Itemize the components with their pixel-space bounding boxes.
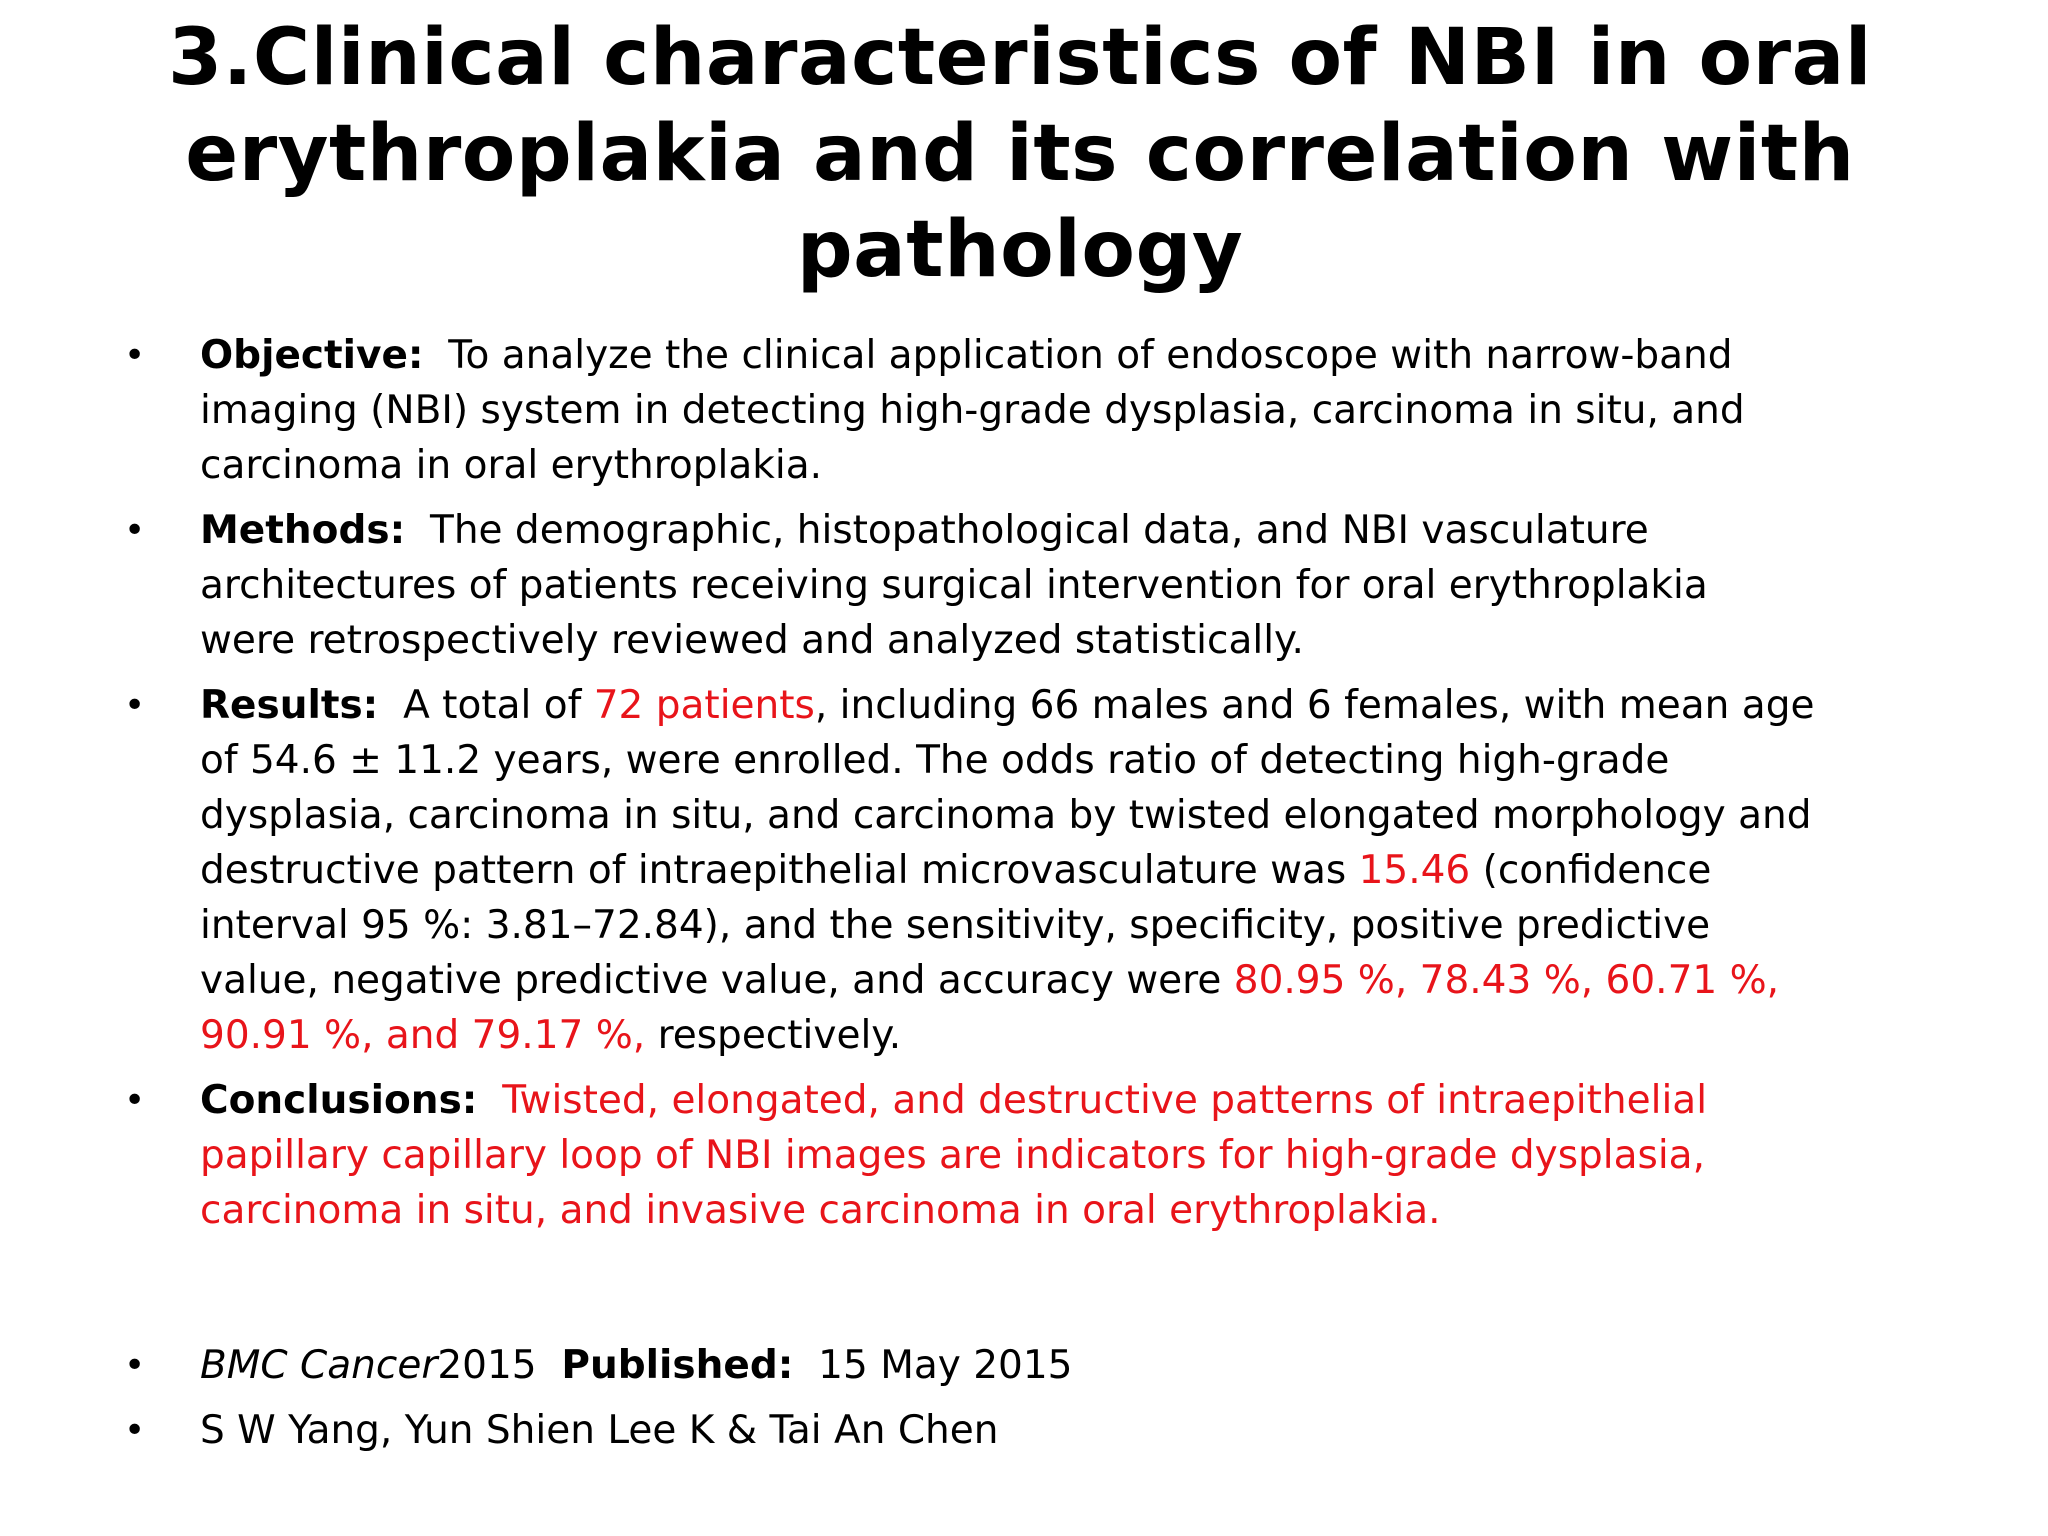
conclusions-line-2: papillary capillary loop of NBI images are indicators for high-grade dysplasia,	[200, 1133, 1705, 1178]
title-line-2: erythroplakia and its correlation with	[185, 109, 1855, 199]
spacer	[0, 1248, 2048, 1338]
conclusions-line-3: carcinoma in situ, and invasive carcinoma in oral erythroplakia.	[200, 1188, 1441, 1233]
bullet-list	[0, 328, 2048, 1468]
bullet-dot-icon: •	[124, 685, 146, 726]
conclusions-label: Conclusions:	[200, 1078, 478, 1123]
citation-published-date: 15 May 2015	[818, 1343, 1073, 1388]
title-line-1: 3.Clinical characteristics of NBI in oral	[168, 13, 1872, 103]
objective-line-3: carcinoma in oral erythroplakia.	[200, 443, 823, 488]
citation-year: 2015	[437, 1343, 537, 1388]
citation-published-label: Published:	[561, 1343, 794, 1388]
bullet-objective	[0, 328, 2048, 493]
results-text-6a: value, negative predictive value, and accuracy were	[200, 958, 1234, 1003]
results-line-7	[200, 1008, 1988, 1063]
bullet-results	[0, 678, 2048, 1063]
bullet-dot-icon: •	[124, 510, 146, 551]
citation-journal: BMC Cancer	[200, 1343, 438, 1388]
conclusions-text-1: Twisted, elongated, and destructive patterns of intraepithelial	[502, 1078, 1708, 1123]
bullet-authors	[0, 1403, 2048, 1458]
results-line-3: dysplasia, carcinoma in situ, and carcinoma by twisted elongated morphology and	[200, 793, 1812, 838]
results-metrics-1: 80.95 %, 78.43 %, 60.71 %,	[1233, 958, 1780, 1003]
bullet-dot-icon: •	[124, 1410, 146, 1451]
conclusions-line-1	[200, 1073, 1988, 1128]
results-text-4b: (confidence	[1470, 848, 1712, 893]
bullet-dot-icon: •	[124, 1345, 146, 1386]
results-line-5: interval 95 %: 3.81–72.84), and the sensitivity, specificity, positive predictive	[200, 903, 1711, 948]
bullet-methods	[0, 503, 2048, 668]
methods-line-2: architectures of patients receiving surgical intervention for oral erythroplakia	[200, 563, 1708, 608]
title-line-3: pathology	[796, 205, 1244, 295]
methods-line-1	[200, 503, 1988, 558]
results-odds-ratio: 15.46	[1358, 848, 1471, 893]
results-text-7b: respectively.	[645, 1013, 902, 1058]
bullet-dot-icon: •	[124, 335, 146, 376]
bullet-citation	[0, 1338, 2048, 1393]
objective-text-1: To analyze the clinical application of endoscope with narrow-band	[448, 333, 1733, 378]
slide-title	[150, 10, 1890, 298]
bullet-dot-icon: •	[124, 1080, 146, 1121]
results-patients-count: 72 patients	[593, 683, 815, 728]
results-line-1	[200, 678, 1988, 733]
results-label: Results:	[200, 683, 379, 728]
methods-line-3: were retrospectively reviewed and analyzed statistically.	[200, 618, 1304, 663]
results-line-2: of 54.6 ± 11.2 years, were enrolled. The odds ratio of detecting high-grade	[200, 738, 1670, 783]
objective-line-1	[200, 328, 1988, 383]
objective-line-2: imaging (NBI) system in detecting high-grade dysplasia, carcinoma in situ, and	[200, 388, 1745, 433]
methods-text-1: The demographic, histopathological data, and NBI vasculature	[430, 508, 1649, 553]
authors-text: S W Yang, Yun Shien Lee K & Tai An Chen	[200, 1408, 999, 1453]
results-line-6	[200, 953, 1988, 1008]
bullet-conclusions	[0, 1073, 2048, 1238]
results-line-4	[200, 843, 1988, 898]
results-text-4a: destructive pattern of intraepithelial microvasculature was	[200, 848, 1359, 893]
objective-label: Objective:	[200, 333, 424, 378]
results-text-1a: A total of	[403, 683, 594, 728]
methods-label: Methods:	[200, 508, 406, 553]
results-text-1b: , including 66 males and 6 females, with mean age	[814, 683, 1815, 728]
results-metrics-2: 90.91 %, and 79.17 %,	[200, 1013, 646, 1058]
